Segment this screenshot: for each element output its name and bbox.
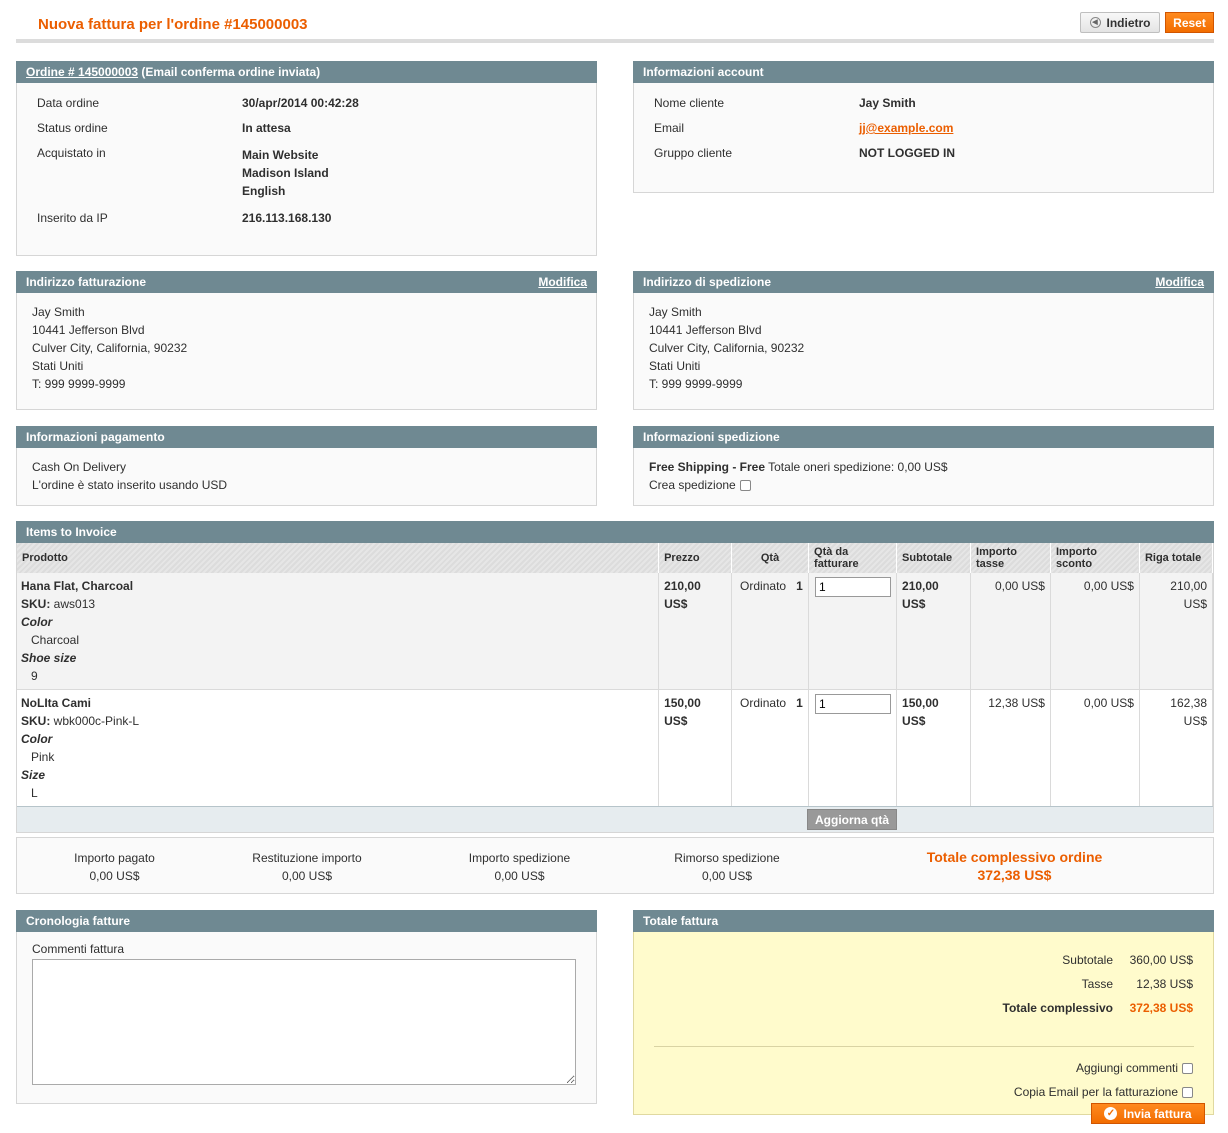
- item-option-value: 9: [31, 669, 38, 683]
- item-sku-label: SKU:: [21, 714, 51, 728]
- qty-to-invoice-input[interactable]: [815, 694, 891, 714]
- grand-total-value: 372,38 US$: [1129, 1001, 1193, 1015]
- payment-method: Cash On Delivery: [32, 460, 127, 474]
- item-name: Hana Flat, Charcoal: [21, 579, 134, 593]
- shipping-line: T: 999 9999-9999: [649, 377, 743, 391]
- page-title: Nuova fattura per l'ordine #145000003: [38, 16, 308, 33]
- invoice-history-header: Cronologia fatture: [16, 910, 597, 932]
- totals-divider: [654, 1046, 1194, 1047]
- purchased-from-label: Acquistato in: [37, 146, 106, 160]
- shipping-line: Stati Uniti: [649, 359, 701, 373]
- shipping-address-box: [633, 271, 1214, 410]
- billing-line: 10441 Jefferson Blvd: [32, 323, 145, 337]
- billing-address-header: [16, 271, 597, 293]
- order-link[interactable]: Ordine # 145000003: [26, 65, 139, 79]
- submit-invoice-label: Invia fattura: [1123, 1106, 1192, 1121]
- item-tax: 0,00 US$: [971, 573, 1051, 690]
- billing-line: Jay Smith: [32, 305, 85, 319]
- header-divider: [16, 39, 1214, 43]
- create-shipment-label: Crea spedizione: [649, 478, 736, 492]
- items-table-header: [17, 543, 1213, 573]
- shipping-method: Free Shipping - Free: [649, 460, 766, 474]
- email-copy-label: Copia Email per la fatturazione: [1013, 1085, 1178, 1099]
- shipping-line: Culver City, California, 90232: [649, 341, 805, 355]
- invoice-history-box: [16, 910, 597, 1104]
- items-table: [17, 543, 1213, 806]
- amount-refunded-value: 0,00 US$: [281, 869, 333, 883]
- order-grand-total-label: Totale complessivo ordine: [926, 849, 1103, 865]
- subtotal-value: 360,00 US$: [1129, 953, 1193, 967]
- grand-total-label: Totale complessivo: [1002, 1001, 1113, 1015]
- col-price: Prezzo: [659, 543, 732, 573]
- shipping-amount-label: Importo spedizione: [468, 851, 571, 865]
- append-comments-label: Aggiungi commenti: [1075, 1061, 1178, 1075]
- item-tax: 12,38 US$: [971, 690, 1051, 807]
- payment-currency-note: L'ordine è stato inserito usando USD: [32, 478, 228, 492]
- item-sku: wbk000c-Pink-L: [50, 714, 140, 728]
- shipping-line: 10441 Jefferson Blvd: [649, 323, 762, 337]
- invoice-comment-label: Commenti fattura: [32, 942, 125, 956]
- item-discount: 0,00 US$: [1050, 690, 1139, 807]
- payment-info-header: Informazioni pagamento: [16, 426, 597, 448]
- order-status-value: In attesa: [242, 121, 291, 135]
- order-status-label: Status ordine: [37, 121, 108, 135]
- item-discount: 0,00 US$: [1050, 573, 1139, 690]
- col-qty: Qtà: [732, 543, 809, 573]
- item-subtotal: 150,00 US$: [902, 696, 939, 728]
- table-row: [17, 573, 1213, 690]
- shipping-edit-link[interactable]: Modifica: [1155, 275, 1204, 289]
- submit-invoice-button[interactable]: [1091, 1103, 1205, 1124]
- invoice-comment-textarea[interactable]: [32, 959, 576, 1085]
- placed-ip-value: 216.113.168.130: [242, 211, 332, 225]
- item-sku-label: SKU:: [21, 597, 51, 611]
- items-footer: [17, 806, 1213, 832]
- order-date-label: Data ordine: [37, 96, 100, 110]
- customer-email-label: Email: [654, 121, 685, 135]
- item-option-value: Charcoal: [31, 633, 80, 647]
- item-option-label: Shoe size: [21, 651, 77, 665]
- account-info-header: Informazioni account: [633, 61, 1214, 83]
- customer-group-value: NOT LOGGED IN: [859, 146, 955, 160]
- purchased-view: English: [242, 184, 286, 198]
- purchased-website: Main Website: [242, 148, 319, 162]
- invoice-totals-box: [633, 910, 1214, 1121]
- item-price: 150,00 US$: [664, 696, 701, 728]
- billing-line: Culver City, California, 90232: [32, 341, 188, 355]
- customer-name-label: Nome cliente: [654, 96, 725, 110]
- back-arrow-icon: ◀: [1090, 17, 1101, 28]
- shipping-charges: Totale oneri spedizione: 0,00 US$: [765, 460, 948, 474]
- billing-address-title: Indirizzo fatturazione: [26, 275, 146, 289]
- items-header: Items to Invoice: [16, 521, 1214, 543]
- customer-group-label: Gruppo cliente: [654, 146, 733, 160]
- item-option-value: Pink: [31, 750, 55, 764]
- invoice-totals-header: Totale fattura: [633, 910, 1214, 932]
- tax-value: 12,38 US$: [1136, 977, 1193, 991]
- billing-address-box: [16, 271, 597, 410]
- billing-edit-link[interactable]: Modifica: [538, 275, 587, 289]
- col-qty-invoice: Qtà da fatturare: [809, 543, 897, 573]
- item-qty-label: Ordinato: [740, 579, 787, 593]
- qty-to-invoice-input[interactable]: [815, 577, 891, 597]
- amount-paid-value: 0,00 US$: [89, 869, 140, 883]
- item-option-label: Color: [21, 732, 53, 746]
- order-info-box: [16, 61, 597, 256]
- item-name: NoLIta Cami: [21, 696, 92, 710]
- col-product: Prodotto: [17, 543, 659, 573]
- item-option-label: Color: [21, 615, 53, 629]
- amount-paid-label: Importo pagato: [74, 851, 155, 865]
- items-to-invoice-box: [16, 521, 1214, 833]
- col-tax: Importo tasse: [971, 543, 1051, 573]
- item-option-value: L: [31, 786, 38, 800]
- check-icon: ✓: [1104, 1107, 1117, 1120]
- shipping-address-header: [633, 271, 1214, 293]
- shipping-amount-value: 0,00 US$: [494, 869, 545, 883]
- item-row-total: 210,00 US$: [1139, 573, 1212, 690]
- item-subtotal: 210,00 US$: [902, 579, 939, 611]
- placed-ip-label: Inserito da IP: [37, 211, 108, 225]
- billing-line: T: 999 9999-9999: [32, 377, 126, 391]
- shipping-refund-value: 0,00 US$: [701, 869, 753, 883]
- amount-refunded-label: Restituzione importo: [252, 851, 362, 865]
- reset-button[interactable]: Reset: [1165, 12, 1214, 33]
- order-info-header: [16, 61, 597, 83]
- tax-label: Tasse: [1081, 977, 1113, 991]
- shipping-refund-label: Rimorso spedizione: [674, 851, 780, 865]
- item-option-label: Size: [21, 768, 46, 782]
- order-date-value: 30/apr/2014 00:42:28: [242, 96, 359, 110]
- table-row: [17, 690, 1213, 807]
- shipping-address-title: Indirizzo di spedizione: [643, 275, 772, 289]
- item-row-total: 162,38 US$: [1139, 690, 1212, 807]
- item-qty: 1: [796, 696, 803, 710]
- append-comments-checkbox[interactable]: [1182, 1063, 1193, 1074]
- payment-info-box: [16, 426, 597, 506]
- update-qty-button[interactable]: Aggiorna qtà: [807, 809, 897, 830]
- billing-line: Stati Uniti: [32, 359, 84, 373]
- create-shipment-checkbox[interactable]: [740, 480, 751, 491]
- email-copy-checkbox[interactable]: [1182, 1087, 1193, 1098]
- order-grand-total-value: 372,38 US$: [977, 867, 1052, 883]
- back-button[interactable]: [1080, 12, 1160, 33]
- item-sku: aws013: [50, 597, 96, 611]
- col-subtotal: Subtotale: [897, 543, 971, 573]
- customer-email-link[interactable]: jj@example.com: [859, 121, 954, 135]
- item-price: 210,00 US$: [664, 579, 701, 611]
- customer-name-value: Jay Smith: [859, 96, 916, 110]
- order-email-status: (Email conferma ordine inviata): [138, 65, 321, 79]
- subtotal-label: Subtotale: [1062, 953, 1113, 967]
- item-qty-label: Ordinato: [740, 696, 787, 710]
- item-qty: 1: [796, 579, 803, 593]
- account-info-box: [633, 61, 1214, 193]
- order-summary-strip: [16, 837, 1214, 894]
- col-discount: Importo sconto: [1050, 543, 1139, 573]
- shipping-info-header: Informazioni spedizione: [633, 426, 1214, 448]
- back-button-label: Indietro: [1106, 15, 1151, 30]
- purchased-store: Madison Island: [242, 166, 329, 180]
- col-row-total: Riga totale: [1139, 543, 1212, 573]
- shipping-info-box: [633, 426, 1214, 506]
- shipping-line: Jay Smith: [649, 305, 702, 319]
